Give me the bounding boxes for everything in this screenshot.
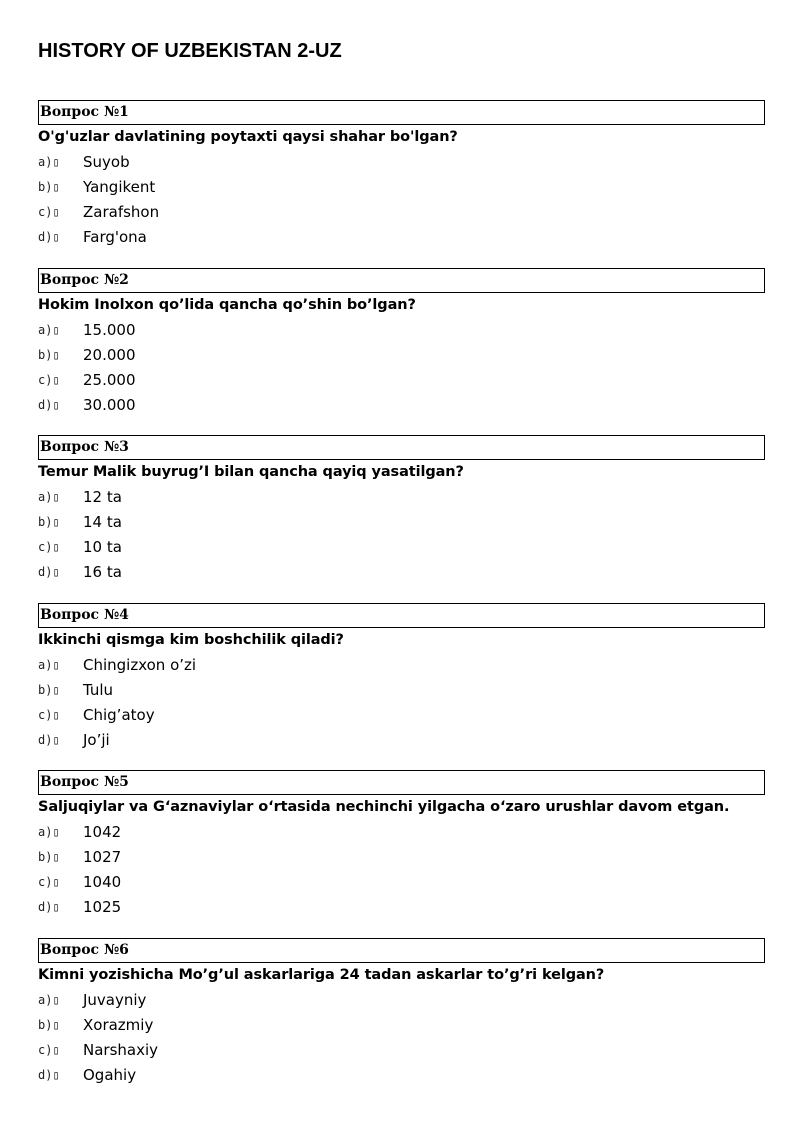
- answer-option[interactable]: [38, 845, 765, 870]
- answer-option[interactable]: [38, 150, 765, 175]
- option-text: 1027: [83, 848, 122, 866]
- answer-option[interactable]: [38, 1038, 765, 1063]
- question-2: [38, 268, 765, 436]
- answer-option[interactable]: [38, 820, 765, 845]
- option-text: Yangikent: [83, 178, 156, 196]
- question-header: Вопрос №6: [38, 938, 765, 963]
- question-header: Вопрос №1: [38, 100, 765, 125]
- answer-options: [38, 988, 765, 1088]
- answer-option[interactable]: [38, 225, 765, 250]
- answer-option[interactable]: [38, 560, 765, 585]
- answer-option[interactable]: [38, 368, 765, 393]
- option-text: Suyob: [83, 153, 130, 171]
- option-letter: b)▯: [38, 347, 60, 362]
- answer-option[interactable]: [38, 510, 765, 535]
- question-1: [38, 100, 765, 268]
- option-letter: d)▯: [38, 397, 60, 412]
- option-text: 30.000: [83, 395, 136, 414]
- answer-option[interactable]: [38, 653, 765, 678]
- answer-option[interactable]: [38, 318, 765, 343]
- question-text: Kimni yozishicha Mo’g’ul askarlariga 24 tadan askarlar to’g’ri kelgan?: [38, 966, 605, 983]
- option-letter: a)▯: [38, 992, 60, 1007]
- option-text: 15.000: [83, 320, 136, 339]
- option-text: 25.000: [83, 370, 136, 389]
- option-letter: d)▯: [38, 732, 60, 747]
- option-letter: b)▯: [38, 850, 60, 864]
- question-text: Saljuqiylar va G‘aznaviylar o‘rtasida nechinchi yilgacha o‘zaro urushlar davom etgan.: [38, 799, 730, 815]
- option-letter: b)▯: [38, 1017, 60, 1032]
- question-list: [38, 100, 765, 1105]
- answer-options: [38, 318, 765, 418]
- option-letter: c)▯: [38, 540, 60, 554]
- option-text: Tulu: [83, 680, 114, 699]
- answer-option[interactable]: [38, 343, 765, 368]
- question-header: Вопрос №4: [38, 603, 765, 628]
- option-letter: c)▯: [38, 205, 60, 219]
- option-text: Farg'ona: [83, 228, 147, 246]
- option-letter: d)▯: [38, 230, 60, 244]
- answer-option[interactable]: [38, 988, 765, 1013]
- option-text: 16 ta: [83, 563, 122, 581]
- option-text: Jo’ji: [83, 730, 110, 749]
- question-text: Temur Malik buyrug’I bilan qancha qayiq yasatilgan?: [38, 464, 464, 480]
- option-text: Narshaxiy: [83, 1040, 159, 1059]
- option-letter: b)▯: [38, 682, 60, 697]
- question-header: Вопрос №5: [38, 770, 765, 795]
- option-text: Chig’atoy: [83, 705, 155, 724]
- option-letter: b)▯: [38, 180, 60, 194]
- answer-options: [38, 820, 765, 920]
- question-text: Ikkinchi qismga kim boshchilik qiladi?: [38, 631, 344, 648]
- option-letter: a)▯: [38, 322, 60, 337]
- page-title: HISTORY OF UZBEKISTAN 2-UZ: [38, 40, 342, 62]
- answer-options: [38, 485, 765, 585]
- answer-option[interactable]: [38, 535, 765, 560]
- answer-option[interactable]: [38, 870, 765, 895]
- option-text: 1040: [83, 873, 122, 891]
- option-letter: d)▯: [38, 900, 60, 914]
- answer-options: [38, 150, 765, 250]
- question-5: [38, 770, 765, 938]
- option-letter: c)▯: [38, 875, 60, 889]
- answer-option[interactable]: [38, 728, 765, 753]
- answer-option[interactable]: [38, 175, 765, 200]
- answer-option[interactable]: [38, 1013, 765, 1038]
- option-text: 10 ta: [83, 538, 122, 556]
- option-text: 14 ta: [83, 513, 122, 531]
- question-text: O'g'uzlar davlatining poytaxti qaysi shahar bo'lgan?: [38, 129, 458, 145]
- option-letter: a)▯: [38, 155, 60, 169]
- option-text: 20.000: [83, 345, 136, 364]
- option-letter: d)▯: [38, 565, 60, 579]
- answer-option[interactable]: [38, 1063, 765, 1088]
- option-text: Xorazmiy: [83, 1015, 154, 1034]
- answer-option[interactable]: [38, 703, 765, 728]
- answer-option[interactable]: [38, 485, 765, 510]
- question-4: [38, 603, 765, 771]
- option-letter: a)▯: [38, 825, 60, 839]
- question-header: Вопрос №3: [38, 435, 765, 460]
- option-text: 12 ta: [83, 488, 122, 506]
- option-letter: c)▯: [38, 1042, 60, 1057]
- answer-options: [38, 653, 765, 753]
- question-3: [38, 435, 765, 603]
- answer-option[interactable]: [38, 200, 765, 225]
- option-text: Ogahiy: [83, 1065, 137, 1084]
- option-letter: a)▯: [38, 657, 60, 672]
- option-text: Chingizxon o’zi: [83, 655, 197, 674]
- question-text: Hokim Inolxon qo’lida qancha qo’shin bo’lgan?: [38, 296, 416, 313]
- answer-option[interactable]: [38, 895, 765, 920]
- option-text: Zarafshon: [83, 203, 160, 221]
- answer-option[interactable]: [38, 393, 765, 418]
- option-letter: b)▯: [38, 515, 60, 529]
- option-text: Juvayniy: [83, 990, 147, 1009]
- answer-option[interactable]: [38, 678, 765, 703]
- option-letter: c)▯: [38, 372, 60, 387]
- question-header: Вопрос №2: [38, 268, 765, 293]
- option-letter: d)▯: [38, 1067, 60, 1082]
- option-text: 1042: [83, 823, 122, 841]
- option-text: 1025: [83, 898, 122, 916]
- option-letter: a)▯: [38, 490, 60, 504]
- option-letter: c)▯: [38, 707, 60, 722]
- question-6: [38, 938, 765, 1106]
